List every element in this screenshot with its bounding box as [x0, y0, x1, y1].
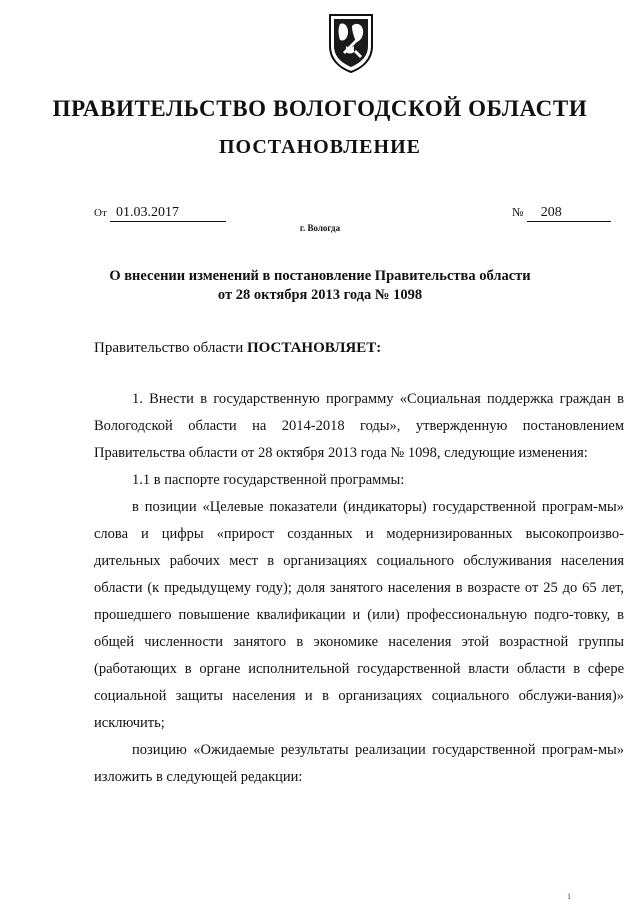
document-date [94, 204, 226, 222]
document-type: ПОСТАНОВЛЕНИЕ [219, 136, 421, 158]
preamble-decree: ПОСТАНОВЛЯЕТ: [246, 340, 382, 356]
subject-line-1: О внесении изменений в постановление Правительства области [109, 268, 531, 284]
government-title: ПРАВИТЕЛЬСТВО ВОЛОГОДСКОЙ ОБЛАСТИ [52, 96, 588, 121]
paragraph-3: в позиции «Целевые показатели (индикаторы) государственной програм-мы» слова и цифры «прирост созданных и модернизированных высокопроизво-дительных рабочих мест в организациях социального обслуживания населения области (к предыдущему году); доля занятого населения в возрасте от 25 до 65 лет, прошедшего повышение квалификации и (или) профессиональную подго-товку, в общей численности занятого в экономике населения этой возрастной группы (работающих в органе исполнительной государственной власти области в сфере социальной защиты населения и в организациях социального обслужи-вания)» исключить; [94, 499, 624, 731]
paragraph-1: 1. Внести в государственную программу «Социальная поддержка граждан в Вологодской области на 2014-2018 годы», утвержденную постановлением Правительства области от 28 октября 2013 года № 1098, следующие изменения: [94, 391, 624, 461]
date-value: 01.03.2017 [110, 205, 226, 222]
coat-of-arms-icon [326, 12, 376, 74]
preamble [94, 340, 381, 357]
document-number [512, 204, 611, 222]
preamble-text: Правительство области [94, 340, 247, 356]
document-subject [100, 267, 540, 305]
document-body [94, 386, 624, 791]
page-corner-mark: 1 [567, 892, 571, 901]
date-prefix: От [94, 207, 107, 219]
paragraph-4: позицию «Ожидаемые результаты реализации государственной програм-мы» изложить в следующей редакции: [94, 742, 624, 785]
number-value: 208 [527, 205, 611, 222]
city-label: г. Вологда [299, 223, 341, 233]
number-prefix: № [512, 205, 524, 219]
paragraph-2: 1.1 в паспорте государственной программы: [132, 472, 405, 488]
subject-line-2: от 28 октября 2013 года № 1098 [217, 287, 423, 303]
